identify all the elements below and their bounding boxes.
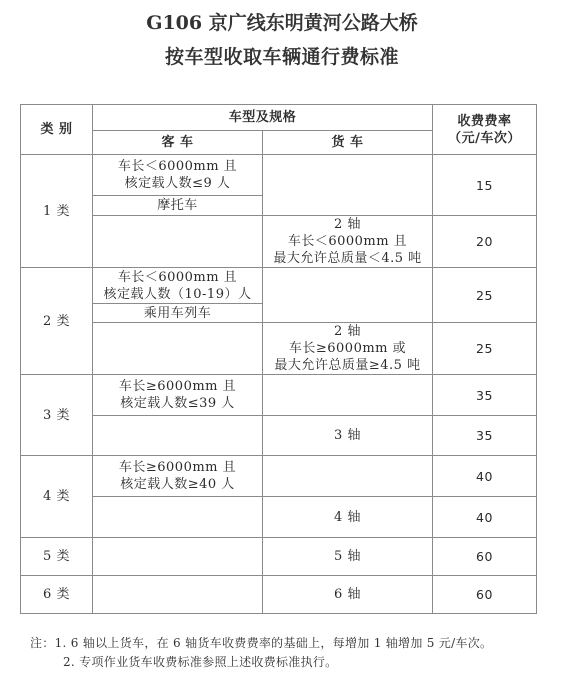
class-5-label: 5 类	[21, 538, 93, 576]
class-5-freight-axle: 5 轴	[263, 538, 433, 576]
class-4-rate-a: 40	[433, 456, 537, 497]
class-6-freight-axle: 6 轴	[263, 576, 433, 614]
class-2-passenger-line1: 车长＜6000mm 且	[117, 269, 238, 285]
page-subtitle: 按车型收取车辆通行费标准	[164, 46, 399, 68]
class-2-freight-empty	[263, 268, 433, 323]
class-5-passenger-empty	[93, 538, 263, 576]
class-4-passenger-spec	[93, 456, 263, 497]
header-freight: 货 车	[263, 131, 433, 155]
class-4-passenger-line2: 核定载人数≥40 人	[120, 477, 235, 492]
class-4-freight-axle: 4 轴	[263, 497, 433, 538]
class-3-passenger-spec	[93, 375, 263, 416]
class-3-freight-axle: 3 轴	[263, 416, 433, 456]
class-2-passenger-line2: 核定载人数（10-19）人	[103, 286, 252, 302]
class-4-passenger-line1: 车长≥6000mm 且	[118, 460, 237, 475]
header-passenger: 客 车	[93, 131, 263, 155]
class-3-label: 3 类	[21, 375, 93, 456]
header-vehicle-spec: 车型及规格	[93, 105, 433, 131]
toll-rate-table	[20, 104, 537, 614]
header-rate	[433, 105, 537, 155]
class-5-rate: 60	[433, 538, 537, 576]
footnote-2: 2. 专项作业货车收费标准参照上述收费标准执行。	[63, 655, 338, 669]
header-category: 类 别	[21, 105, 93, 155]
class-2-passenger-empty	[93, 323, 263, 375]
class-2-label: 2 类	[21, 268, 93, 375]
class-2-passenger-spec	[93, 268, 263, 304]
class-1-rate-a: 15	[433, 155, 537, 216]
class-1-freight-line1: 2 轴	[334, 217, 361, 232]
class-4-label: 4 类	[21, 456, 93, 538]
class-6-rate: 60	[433, 576, 537, 614]
class-4-rate-b: 40	[433, 497, 537, 538]
class-2-freight-line1: 2 轴	[334, 324, 361, 339]
class-6-passenger-empty	[93, 576, 263, 614]
class-2-rate-b: 25	[433, 323, 537, 375]
header-rate-line1: 收费费率	[457, 113, 512, 129]
class-3-passenger-line1: 车长≥6000mm 且	[118, 379, 237, 394]
class-1-passenger-line1: 车长＜6000mm 且	[117, 159, 238, 174]
class-3-freight-empty	[263, 375, 433, 416]
class-6-label: 6 类	[21, 576, 93, 614]
class-1-passenger-spec	[93, 155, 263, 196]
class-2-freight-line2: 车长≥6000mm 或	[288, 341, 407, 356]
footnote-1: 注：1. 6 轴以上货车，在 6 轴货车收费费率的基础上，每增加 1 轴增加 5 元/车次。	[30, 636, 493, 650]
page-title: G106 京广线东明黄河公路大桥	[146, 12, 418, 34]
class-2-rate-a: 25	[433, 268, 537, 323]
class-2-freight-spec	[263, 323, 433, 375]
footnotes	[30, 634, 492, 672]
class-3-passenger-line2: 核定载人数≤39 人	[120, 396, 235, 411]
class-2-freight-line3: 最大允许总质量≥4.5 吨	[274, 358, 421, 373]
class-1-freight-empty	[263, 155, 433, 216]
class-1-label: 1 类	[21, 155, 93, 268]
class-3-rate-a: 35	[433, 375, 537, 416]
class-1-passenger-line2: 核定载人数≤9 人	[124, 176, 231, 191]
class-1-rate-b: 20	[433, 216, 537, 268]
class-1-freight-spec	[263, 216, 433, 268]
header-rate-line2: （元/车次）	[448, 130, 521, 146]
class-1-motorcycle: 摩托车	[93, 196, 263, 216]
class-3-passenger-empty	[93, 416, 263, 456]
class-2-passenger-train: 乘用车列车	[93, 304, 263, 323]
class-3-rate-b: 35	[433, 416, 537, 456]
class-1-freight-line3: 最大允许总质量＜4.5 吨	[273, 251, 422, 266]
class-4-freight-empty	[263, 456, 433, 497]
class-1-passenger-empty	[93, 216, 263, 268]
class-4-passenger-empty	[93, 497, 263, 538]
class-1-freight-line2: 车长＜6000mm 且	[287, 234, 408, 249]
